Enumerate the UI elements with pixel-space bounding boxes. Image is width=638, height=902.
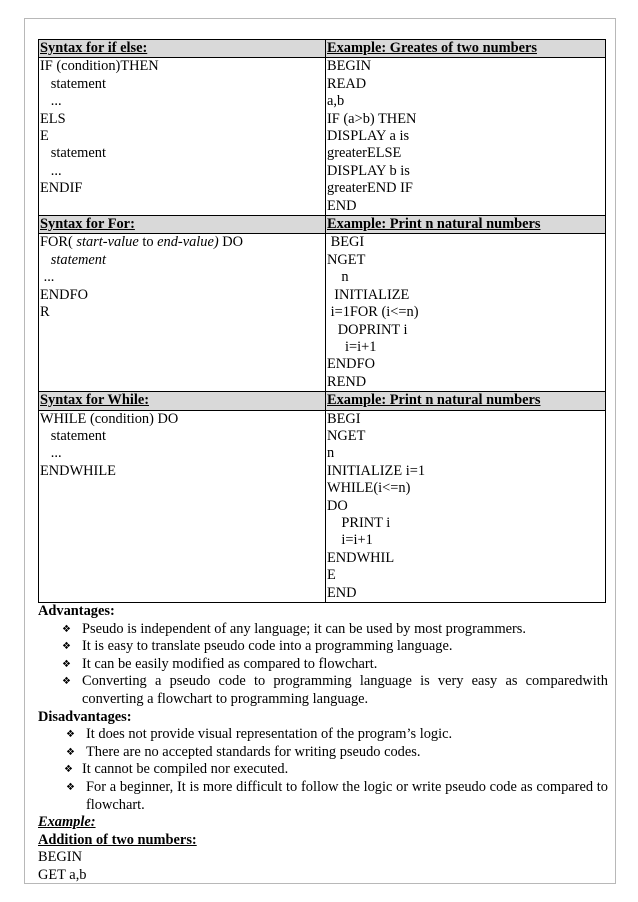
code-line: n (327, 269, 349, 286)
code-line: DOPRINT i (327, 321, 408, 338)
code-line: NGET (327, 427, 366, 444)
code-line: greaterEND IF (327, 180, 413, 197)
code-line: statement (40, 145, 106, 162)
while-example-header: Example: Print n natural numbers (326, 392, 606, 410)
for-syntax-header: Syntax for For: (39, 216, 326, 234)
code-line: ENDFO (327, 356, 375, 373)
code-line: INITIALIZE i=1 (327, 462, 426, 479)
code-line: END (327, 197, 357, 214)
example-label: Example: (38, 814, 96, 831)
code-line: ENDWHIL (327, 549, 395, 566)
for-syntax-cell (39, 234, 326, 392)
disadvantages-section (38, 709, 608, 815)
if-else-body-row (39, 58, 606, 216)
code-text: FOR( (40, 234, 77, 251)
while-syntax-header: Syntax for While: (39, 392, 326, 410)
code-line: BEGIN (327, 58, 371, 75)
code-text: DO (218, 234, 244, 251)
code-line: R (40, 304, 50, 321)
example-section (38, 814, 608, 884)
list-item-text: Converting a pseudo code to programming language is very easy as comparedwith converting a flowchart to programming language. (82, 673, 608, 707)
code-line: statement (40, 427, 106, 444)
code-line: WHILE (condition) DO (40, 410, 179, 427)
list-item (38, 744, 608, 762)
if-else-example-header: Example: Greates of two numbers (326, 40, 606, 58)
code-line: i=1FOR (i<=n) (327, 304, 419, 321)
code-line: END (327, 584, 357, 601)
while-example-cell (326, 410, 606, 602)
list-item-text: It does not provide visual representation of the program’s logic. (86, 726, 453, 743)
code-line: ENDWHILE (40, 462, 116, 479)
code-line: BEGIN (38, 849, 82, 866)
code-line: a,b (327, 93, 345, 110)
code-text: to (138, 234, 158, 251)
code-line: BEGI (327, 234, 365, 251)
while-body-row (39, 410, 606, 602)
list-item (38, 673, 608, 708)
advantages-section (38, 603, 608, 709)
code-line: ... (40, 269, 55, 286)
code-line: BEGI (327, 410, 361, 427)
if-else-syntax-cell (39, 58, 326, 216)
list-item (38, 656, 608, 674)
code-line: E (327, 567, 336, 584)
if-else-example-cell (326, 58, 606, 216)
disadvantages-list (38, 726, 608, 814)
diamond-bullet-icon: ❖ (62, 641, 71, 653)
diamond-bullet-icon: ❖ (64, 764, 73, 776)
document-content (38, 39, 608, 885)
code-line: ENDIF (40, 180, 83, 197)
code-line: PRINT i (327, 514, 391, 531)
disadvantages-heading: Disadvantages: (38, 708, 132, 725)
list-item (38, 761, 608, 779)
code-line: ENDFO (40, 286, 88, 303)
code-line: GET a,b (38, 866, 87, 883)
code-line: n (327, 445, 335, 462)
code-line: i=i+1 (327, 532, 373, 549)
for-header-row (39, 216, 606, 234)
list-item-text: Pseudo is independent of any language; it can be used by most programmers. (82, 620, 527, 637)
code-line: statement (40, 75, 106, 92)
diamond-bullet-icon: ❖ (66, 729, 75, 741)
code-line: REND (327, 373, 367, 390)
code-line: DISPLAY a is (327, 128, 410, 145)
advantages-list (38, 621, 608, 709)
code-line: WHILE(i<=n) (327, 480, 411, 497)
code-line: DO (327, 497, 348, 514)
diamond-bullet-icon: ❖ (62, 658, 71, 670)
advantages-heading: Advantages: (38, 603, 115, 619)
diamond-bullet-icon: ❖ (62, 676, 71, 688)
code-line: ... (40, 93, 62, 110)
code-line: DISPLAY b is (327, 162, 410, 179)
code-line: READ (327, 75, 367, 92)
list-item-text: It can be easily modified as compared to flowchart. (82, 655, 378, 672)
code-line: IF (condition)THEN (40, 58, 159, 75)
example-title: Addition of two numbers: (38, 831, 197, 848)
code-line: ... (40, 162, 62, 179)
diamond-bullet-icon: ❖ (66, 746, 75, 758)
list-item-text: For a beginner, It is more difficult to follow the logic or write pseudo code as compared to flowchart. (86, 778, 608, 813)
list-item-text: It is easy to translate pseudo code into a programming language. (82, 638, 453, 655)
syntax-table (38, 39, 606, 603)
code-line: greaterELSE (327, 145, 402, 162)
if-else-header-row (39, 40, 606, 58)
list-item (38, 638, 608, 656)
code-italic: end-value) (157, 234, 219, 251)
list-item (38, 779, 608, 814)
code-line: i=i+1 (327, 338, 377, 355)
code-line: ... (40, 445, 62, 462)
code-line: NGET (327, 251, 366, 268)
diamond-bullet-icon: ❖ (62, 623, 71, 635)
while-header-row (39, 392, 606, 410)
code-line: E (40, 128, 49, 145)
while-syntax-cell (39, 410, 326, 602)
code-italic: start-value (76, 234, 139, 251)
code-line: statement (40, 251, 106, 268)
for-example-header: Example: Print n natural numbers (326, 216, 606, 234)
if-else-syntax-header: Syntax for if else: (39, 40, 326, 58)
for-example-cell (326, 234, 606, 392)
code-line: IF (a>b) THEN (327, 110, 417, 127)
list-item (38, 726, 608, 744)
list-item (38, 621, 608, 639)
code-line: INITIALIZE (327, 286, 410, 303)
list-item-text: It cannot be compiled nor executed. (82, 761, 289, 778)
list-item-text: There are no accepted standards for writing pseudo codes. (86, 743, 421, 760)
for-body-row (39, 234, 606, 392)
code-line: ELS (40, 110, 66, 127)
code-line (40, 234, 325, 251)
diamond-bullet-icon: ❖ (66, 781, 75, 793)
